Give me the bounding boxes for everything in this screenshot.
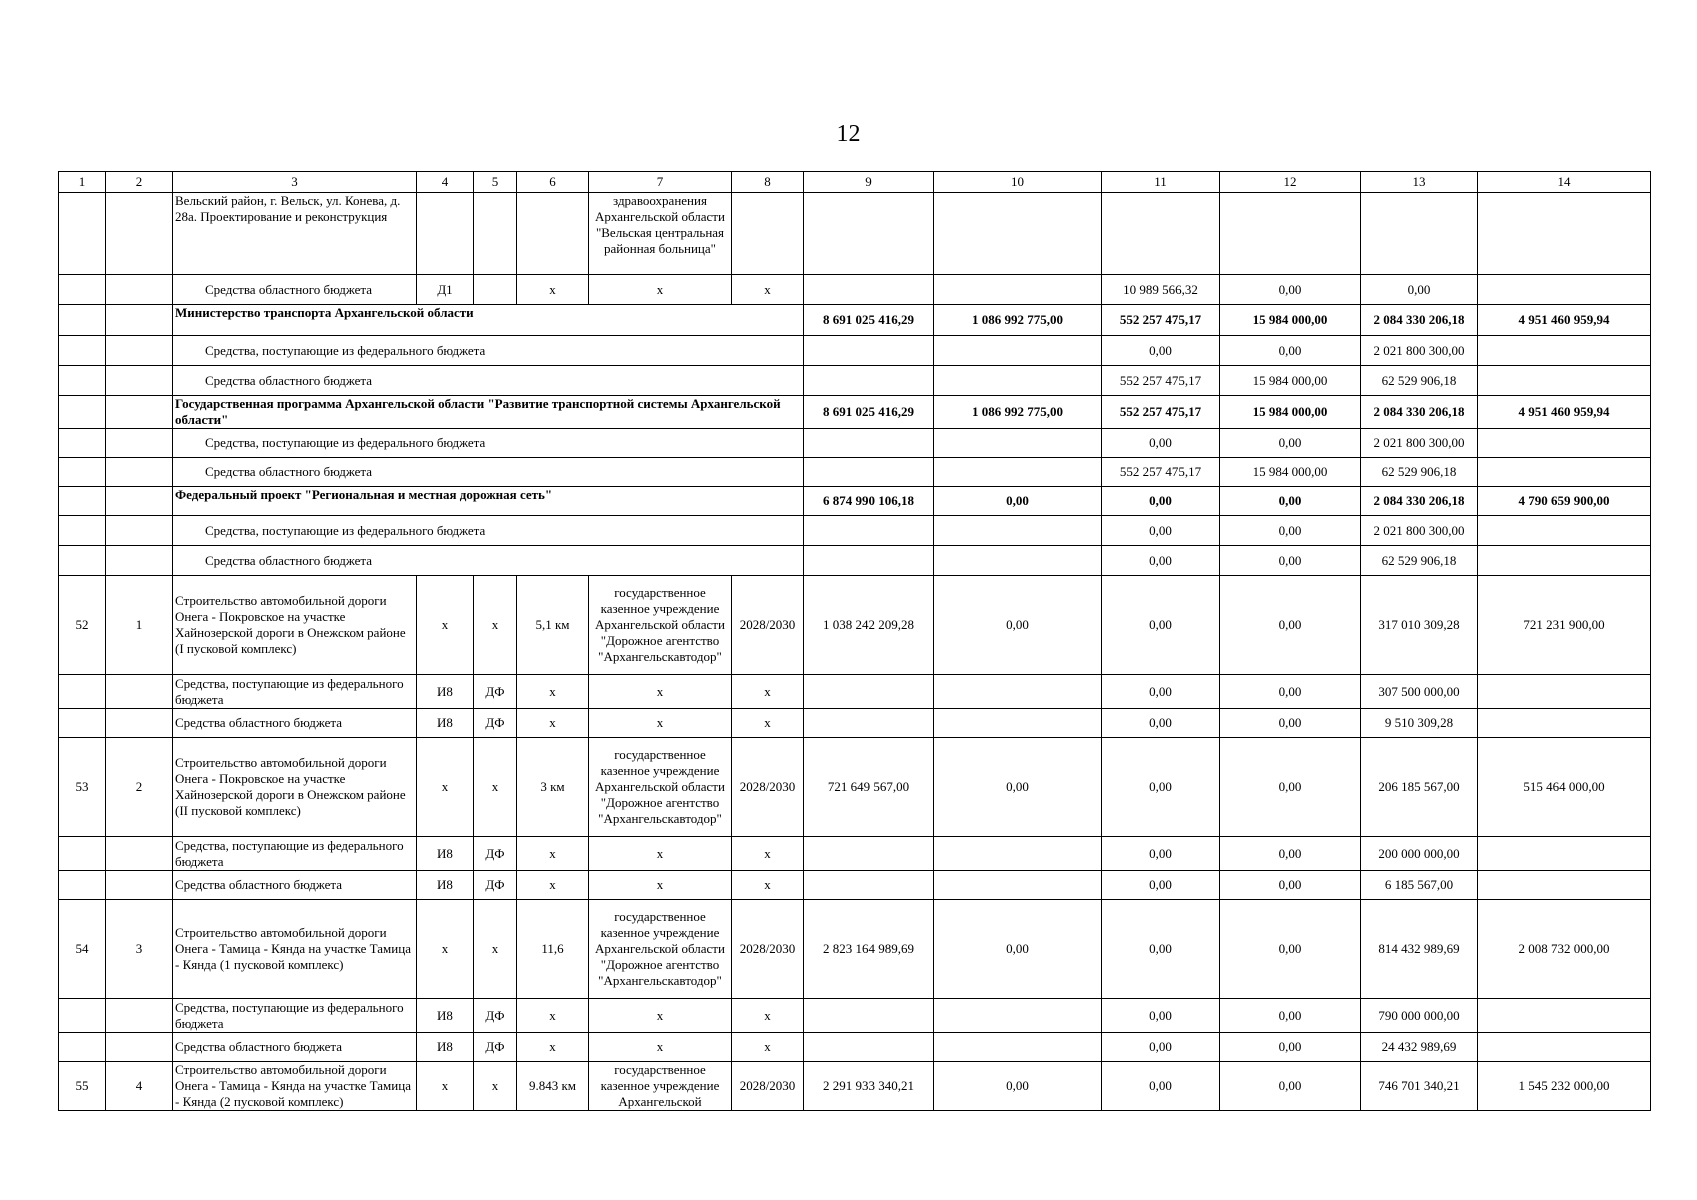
- section-title: Государственная программа Архангельской области "Развитие транспортной системы Архангельской области": [173, 396, 804, 429]
- cell-col-2: [106, 837, 173, 871]
- cell-col-8: 2028/2030: [732, 1062, 804, 1111]
- cell-col-14: [1478, 1033, 1651, 1062]
- table-row-sub: [59, 458, 1651, 487]
- table-row-fund: [59, 999, 1651, 1033]
- cell-col-11: 0,00: [1102, 546, 1220, 576]
- cell-col-14: [1478, 429, 1651, 458]
- cell-col-3: Строительство автомобильной дороги Онега - Тамица - Кянда на участке Тамица - Кянда (1 пусковой комплекс): [173, 900, 417, 999]
- cell-col-6: 9.843 км: [517, 1062, 589, 1111]
- cell-col-13: [1361, 193, 1478, 275]
- cell-col-14: [1478, 546, 1651, 576]
- cell-col-10: [934, 709, 1102, 738]
- cell-col-1: [59, 709, 106, 738]
- cell-col-10: 0,00: [934, 738, 1102, 837]
- section-title: Федеральный проект "Региональная и местная дорожная сеть": [173, 487, 804, 516]
- column-header-7: 7: [589, 172, 732, 193]
- cell-col-11: 552 257 475,17: [1102, 396, 1220, 429]
- column-header-9: 9: [804, 172, 934, 193]
- cell-col-11: 552 257 475,17: [1102, 305, 1220, 336]
- table-row-fund: [59, 1033, 1651, 1062]
- table-row-sub: [59, 516, 1651, 546]
- cell-col-12: 0,00: [1220, 837, 1361, 871]
- cell-col-9: [804, 675, 934, 709]
- cell-col-9: 721 649 567,00: [804, 738, 934, 837]
- cell-col-5: ДФ: [474, 837, 517, 871]
- cell-col-1: [59, 336, 106, 366]
- cell-col-8: х: [732, 871, 804, 900]
- table-row-section: [59, 487, 1651, 516]
- cell-col-8: х: [732, 709, 804, 738]
- cell-col-2: [106, 396, 173, 429]
- table-row-fund: [59, 675, 1651, 709]
- cell-col-2: [106, 709, 173, 738]
- header-row: [59, 172, 1651, 193]
- cell-col-1: [59, 305, 106, 336]
- cell-col-4: И8: [417, 1033, 474, 1062]
- cell-col-1: [59, 871, 106, 900]
- funding-source-label: Средства областного бюджета: [173, 275, 417, 305]
- cell-col-13: 2 021 800 300,00: [1361, 429, 1478, 458]
- cell-col-1: [59, 837, 106, 871]
- cell-col-13: 307 500 000,00: [1361, 675, 1478, 709]
- funding-source-label: Средства областного бюджета: [173, 366, 804, 396]
- cell-col-9: [804, 871, 934, 900]
- cell-col-4: [417, 193, 474, 275]
- cell-col-9: 8 691 025 416,29: [804, 305, 934, 336]
- cell-col-7: х: [589, 675, 732, 709]
- cell-col-13: 2 084 330 206,18: [1361, 396, 1478, 429]
- cell-col-12: 0,00: [1220, 516, 1361, 546]
- funding-source-label: Средства, поступающие из федерального бюджета: [173, 429, 804, 458]
- table-row-object: [59, 193, 1651, 275]
- cell-col-7: х: [589, 1033, 732, 1062]
- cell-col-13: 2 084 330 206,18: [1361, 305, 1478, 336]
- cell-col-10: [934, 871, 1102, 900]
- cell-col-1: [59, 487, 106, 516]
- cell-col-6: 11,6: [517, 900, 589, 999]
- cell-col-5: х: [474, 1062, 517, 1111]
- cell-col-8: х: [732, 1033, 804, 1062]
- section-title: Министерство транспорта Архангельской области: [173, 305, 804, 336]
- cell-col-13: 814 432 989,69: [1361, 900, 1478, 999]
- cell-col-6: 3 км: [517, 738, 589, 837]
- cell-col-14: [1478, 837, 1651, 871]
- table-row-object: [59, 738, 1651, 837]
- cell-col-14: [1478, 709, 1651, 738]
- cell-col-9: [804, 1033, 934, 1062]
- table-body: [59, 172, 1651, 1111]
- cell-col-13: 0,00: [1361, 275, 1478, 305]
- cell-col-2: 4: [106, 1062, 173, 1111]
- cell-col-2: [106, 487, 173, 516]
- cell-col-8: х: [732, 675, 804, 709]
- cell-col-12: 15 984 000,00: [1220, 305, 1361, 336]
- cell-col-12: [1220, 193, 1361, 275]
- cell-col-1: 52: [59, 576, 106, 675]
- funding-source-label: Средства областного бюджета: [173, 546, 804, 576]
- cell-col-5: х: [474, 738, 517, 837]
- cell-col-4: И8: [417, 709, 474, 738]
- funding-source-label: Средства, поступающие из федерального бюджета: [173, 336, 804, 366]
- column-header-5: 5: [474, 172, 517, 193]
- cell-col-2: [106, 366, 173, 396]
- cell-col-13: 2 021 800 300,00: [1361, 336, 1478, 366]
- funding-source-label: Средства, поступающие из федерального бюджета: [173, 837, 417, 871]
- cell-col-12: 0,00: [1220, 738, 1361, 837]
- cell-col-12: 0,00: [1220, 900, 1361, 999]
- cell-col-9: [804, 193, 934, 275]
- cell-col-1: [59, 675, 106, 709]
- cell-col-13: 6 185 567,00: [1361, 871, 1478, 900]
- cell-col-3: Вельский район, г. Вельск, ул. Конева, д. 28а. Проектирование и реконструкция: [173, 193, 417, 275]
- cell-col-13: 2 021 800 300,00: [1361, 516, 1478, 546]
- cell-col-2: [106, 1033, 173, 1062]
- table-row-fund: [59, 871, 1651, 900]
- cell-col-6: х: [517, 871, 589, 900]
- cell-col-12: 15 984 000,00: [1220, 458, 1361, 487]
- funding-source-label: Средства, поступающие из федерального бюджета: [173, 516, 804, 546]
- cell-col-12: 0,00: [1220, 1033, 1361, 1062]
- cell-col-11: 0,00: [1102, 871, 1220, 900]
- cell-col-6: х: [517, 709, 589, 738]
- cell-col-13: 317 010 309,28: [1361, 576, 1478, 675]
- cell-col-10: 1 086 992 775,00: [934, 396, 1102, 429]
- cell-col-6: х: [517, 999, 589, 1033]
- cell-col-14: [1478, 675, 1651, 709]
- cell-col-2: [106, 516, 173, 546]
- funding-source-label: Средства областного бюджета: [173, 709, 417, 738]
- funding-source-label: Средства областного бюджета: [173, 458, 804, 487]
- cell-col-13: 24 432 989,69: [1361, 1033, 1478, 1062]
- cell-col-10: 0,00: [934, 900, 1102, 999]
- table-row-sub: [59, 429, 1651, 458]
- cell-col-2: [106, 999, 173, 1033]
- cell-col-2: [106, 871, 173, 900]
- cell-col-12: 0,00: [1220, 675, 1361, 709]
- cell-col-8: х: [732, 999, 804, 1033]
- cell-col-9: [804, 366, 934, 396]
- cell-col-7: государственное казенное учреждение Архангельской области "Дорожное агентство "Архангельскавтодор": [589, 738, 732, 837]
- cell-col-2: [106, 429, 173, 458]
- cell-col-5: ДФ: [474, 1033, 517, 1062]
- cell-col-7: х: [589, 709, 732, 738]
- cell-col-1: [59, 193, 106, 275]
- cell-col-14: [1478, 516, 1651, 546]
- cell-col-9: 8 691 025 416,29: [804, 396, 934, 429]
- funding-source-label: Средства, поступающие из федерального бюджета: [173, 999, 417, 1033]
- table-row-section: [59, 396, 1651, 429]
- cell-col-2: [106, 675, 173, 709]
- cell-col-8: 2028/2030: [732, 576, 804, 675]
- table-row-section: [59, 305, 1651, 336]
- cell-col-4: И8: [417, 999, 474, 1033]
- column-header-4: 4: [417, 172, 474, 193]
- cell-col-14: [1478, 275, 1651, 305]
- cell-col-10: [934, 275, 1102, 305]
- cell-col-7: здравоохранения Архангельской области "Вельская центральная районная больница": [589, 193, 732, 275]
- cell-col-14: 515 464 000,00: [1478, 738, 1651, 837]
- cell-col-14: [1478, 336, 1651, 366]
- column-header-1: 1: [59, 172, 106, 193]
- cell-col-12: 0,00: [1220, 487, 1361, 516]
- cell-col-4: х: [417, 738, 474, 837]
- cell-col-10: [934, 336, 1102, 366]
- cell-col-5: ДФ: [474, 709, 517, 738]
- column-header-10: 10: [934, 172, 1102, 193]
- cell-col-1: 55: [59, 1062, 106, 1111]
- table-row-obl: [59, 275, 1651, 305]
- table-row-object: [59, 576, 1651, 675]
- cell-col-9: [804, 336, 934, 366]
- cell-col-1: [59, 546, 106, 576]
- cell-col-5: х: [474, 576, 517, 675]
- cell-col-11: 0,00: [1102, 516, 1220, 546]
- cell-col-7: х: [589, 275, 732, 305]
- cell-col-11: 0,00: [1102, 999, 1220, 1033]
- cell-col-2: [106, 458, 173, 487]
- cell-col-13: 62 529 906,18: [1361, 458, 1478, 487]
- cell-col-9: 6 874 990 106,18: [804, 487, 934, 516]
- cell-col-11: 0,00: [1102, 837, 1220, 871]
- cell-col-14: 721 231 900,00: [1478, 576, 1651, 675]
- table-row-sub: [59, 336, 1651, 366]
- cell-col-12: 0,00: [1220, 546, 1361, 576]
- cell-col-9: 2 823 164 989,69: [804, 900, 934, 999]
- cell-col-9: [804, 429, 934, 458]
- cell-col-12: 15 984 000,00: [1220, 396, 1361, 429]
- cell-col-11: 0,00: [1102, 675, 1220, 709]
- cell-col-12: 0,00: [1220, 709, 1361, 738]
- cell-col-10: [934, 458, 1102, 487]
- cell-col-7: государственное казенное учреждение Архангельской: [589, 1062, 732, 1111]
- table-row-object: [59, 900, 1651, 999]
- cell-col-12: 0,00: [1220, 1062, 1361, 1111]
- cell-col-3: Строительство автомобильной дороги Онега - Покровское на участке Хайнозерской дороги в Онежском районе (II пусковой комплекс): [173, 738, 417, 837]
- cell-col-8: 2028/2030: [732, 738, 804, 837]
- cell-col-13: 62 529 906,18: [1361, 546, 1478, 576]
- cell-col-10: 0,00: [934, 487, 1102, 516]
- cell-col-9: 1 038 242 209,28: [804, 576, 934, 675]
- cell-col-2: [106, 275, 173, 305]
- cell-col-10: 0,00: [934, 1062, 1102, 1111]
- cell-col-10: [934, 675, 1102, 709]
- cell-col-7: х: [589, 837, 732, 871]
- cell-col-7: государственное казенное учреждение Архангельской области "Дорожное агентство "Архангельскавтодор": [589, 900, 732, 999]
- cell-col-8: 2028/2030: [732, 900, 804, 999]
- cell-col-11: 0,00: [1102, 576, 1220, 675]
- cell-col-6: [517, 193, 589, 275]
- cell-col-9: [804, 275, 934, 305]
- cell-col-10: [934, 193, 1102, 275]
- column-header-12: 12: [1220, 172, 1361, 193]
- cell-col-5: [474, 193, 517, 275]
- cell-col-11: 0,00: [1102, 1062, 1220, 1111]
- cell-col-10: [934, 366, 1102, 396]
- cell-col-4: И8: [417, 871, 474, 900]
- cell-col-4: х: [417, 1062, 474, 1111]
- cell-col-2: 3: [106, 900, 173, 999]
- cell-col-11: 0,00: [1102, 336, 1220, 366]
- cell-col-1: [59, 275, 106, 305]
- cell-col-13: 206 185 567,00: [1361, 738, 1478, 837]
- cell-col-2: 2: [106, 738, 173, 837]
- cell-col-14: [1478, 871, 1651, 900]
- cell-col-10: [934, 1033, 1102, 1062]
- cell-col-1: [59, 429, 106, 458]
- table-row-fund: [59, 837, 1651, 871]
- cell-col-6: х: [517, 837, 589, 871]
- cell-col-11: 0,00: [1102, 1033, 1220, 1062]
- column-header-13: 13: [1361, 172, 1478, 193]
- funding-source-label: Средства областного бюджета: [173, 871, 417, 900]
- cell-col-11: [1102, 193, 1220, 275]
- funding-source-label: Средства, поступающие из федерального бюджета: [173, 675, 417, 709]
- column-header-2: 2: [106, 172, 173, 193]
- cell-col-9: [804, 458, 934, 487]
- table-row-sub: [59, 546, 1651, 576]
- cell-col-1: [59, 366, 106, 396]
- cell-col-14: [1478, 458, 1651, 487]
- cell-col-14: 1 545 232 000,00: [1478, 1062, 1651, 1111]
- cell-col-7: х: [589, 871, 732, 900]
- cell-col-14: [1478, 999, 1651, 1033]
- cell-col-9: [804, 709, 934, 738]
- cell-col-2: [106, 336, 173, 366]
- cell-col-13: 746 701 340,21: [1361, 1062, 1478, 1111]
- cell-col-6: 5,1 км: [517, 576, 589, 675]
- cell-col-12: 0,00: [1220, 275, 1361, 305]
- funding-source-label: Средства областного бюджета: [173, 1033, 417, 1062]
- column-header-14: 14: [1478, 172, 1651, 193]
- cell-col-5: ДФ: [474, 675, 517, 709]
- cell-col-1: 53: [59, 738, 106, 837]
- cell-col-11: 552 257 475,17: [1102, 366, 1220, 396]
- cell-col-1: [59, 1033, 106, 1062]
- cell-col-13: 9 510 309,28: [1361, 709, 1478, 738]
- column-header-8: 8: [732, 172, 804, 193]
- column-header-3: 3: [173, 172, 417, 193]
- cell-col-8: [732, 193, 804, 275]
- cell-col-9: 2 291 933 340,21: [804, 1062, 934, 1111]
- cell-col-9: [804, 999, 934, 1033]
- cell-col-13: 790 000 000,00: [1361, 999, 1478, 1033]
- cell-col-14: [1478, 193, 1651, 275]
- cell-col-8: х: [732, 837, 804, 871]
- cell-col-4: х: [417, 900, 474, 999]
- cell-col-9: [804, 516, 934, 546]
- cell-col-11: 552 257 475,17: [1102, 458, 1220, 487]
- cell-col-12: 0,00: [1220, 336, 1361, 366]
- cell-col-1: [59, 516, 106, 546]
- cell-col-2: 1: [106, 576, 173, 675]
- cell-col-11: 10 989 566,32: [1102, 275, 1220, 305]
- cell-col-12: 0,00: [1220, 429, 1361, 458]
- table-row-sub: [59, 366, 1651, 396]
- cell-col-10: 1 086 992 775,00: [934, 305, 1102, 336]
- column-header-6: 6: [517, 172, 589, 193]
- cell-col-4: Д1: [417, 275, 474, 305]
- cell-col-13: 2 084 330 206,18: [1361, 487, 1478, 516]
- cell-col-3: Строительство автомобильной дороги Онега - Тамица - Кянда на участке Тамица - Кянда (2 пусковой комплекс): [173, 1062, 417, 1111]
- cell-col-7: х: [589, 999, 732, 1033]
- column-header-11: 11: [1102, 172, 1220, 193]
- page-number: 12: [836, 121, 861, 147]
- cell-col-10: [934, 999, 1102, 1033]
- cell-col-4: И8: [417, 837, 474, 871]
- budget-table: [58, 171, 1651, 1111]
- cell-col-2: [106, 193, 173, 275]
- cell-col-5: [474, 275, 517, 305]
- cell-col-1: [59, 458, 106, 487]
- cell-col-12: 0,00: [1220, 871, 1361, 900]
- cell-col-2: [106, 305, 173, 336]
- cell-col-10: 0,00: [934, 576, 1102, 675]
- table-row-object: [59, 1062, 1651, 1111]
- cell-col-14: 4 790 659 900,00: [1478, 487, 1651, 516]
- cell-col-5: ДФ: [474, 999, 517, 1033]
- cell-col-2: [106, 546, 173, 576]
- cell-col-10: [934, 837, 1102, 871]
- cell-col-6: х: [517, 1033, 589, 1062]
- cell-col-4: И8: [417, 675, 474, 709]
- cell-col-1: 54: [59, 900, 106, 999]
- cell-col-14: [1478, 366, 1651, 396]
- cell-col-3: Строительство автомобильной дороги Онега - Покровское на участке Хайнозерской дороги в Онежском районе (I пусковой комплекс): [173, 576, 417, 675]
- cell-col-9: [804, 837, 934, 871]
- cell-col-10: [934, 429, 1102, 458]
- cell-col-11: 0,00: [1102, 900, 1220, 999]
- cell-col-4: х: [417, 576, 474, 675]
- cell-col-13: 200 000 000,00: [1361, 837, 1478, 871]
- cell-col-6: х: [517, 275, 589, 305]
- table-row-fund: [59, 709, 1651, 738]
- cell-col-10: [934, 546, 1102, 576]
- cell-col-12: 15 984 000,00: [1220, 366, 1361, 396]
- cell-col-6: х: [517, 675, 589, 709]
- cell-col-5: ДФ: [474, 871, 517, 900]
- cell-col-7: государственное казенное учреждение Архангельской области "Дорожное агентство "Архангельскавтодор": [589, 576, 732, 675]
- cell-col-14: 2 008 732 000,00: [1478, 900, 1651, 999]
- cell-col-8: х: [732, 275, 804, 305]
- cell-col-5: х: [474, 900, 517, 999]
- cell-col-12: 0,00: [1220, 576, 1361, 675]
- cell-col-13: 62 529 906,18: [1361, 366, 1478, 396]
- cell-col-11: 0,00: [1102, 738, 1220, 837]
- cell-col-1: [59, 396, 106, 429]
- cell-col-14: 4 951 460 959,94: [1478, 396, 1651, 429]
- cell-col-9: [804, 546, 934, 576]
- cell-col-11: 0,00: [1102, 487, 1220, 516]
- cell-col-12: 0,00: [1220, 999, 1361, 1033]
- cell-col-14: 4 951 460 959,94: [1478, 305, 1651, 336]
- cell-col-10: [934, 516, 1102, 546]
- cell-col-11: 0,00: [1102, 429, 1220, 458]
- cell-col-1: [59, 999, 106, 1033]
- cell-col-11: 0,00: [1102, 709, 1220, 738]
